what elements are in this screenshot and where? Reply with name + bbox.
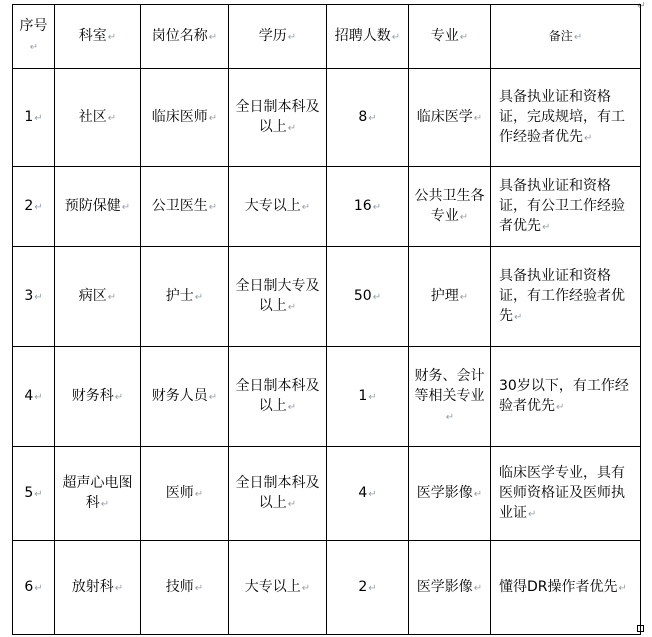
cell-dept: 病区↵ bbox=[55, 247, 141, 347]
header-position: 岗位名称↵ bbox=[141, 5, 229, 69]
cell-major: 公共卫生各专业↵ bbox=[409, 167, 491, 247]
cell-count: 2↵ bbox=[327, 541, 409, 635]
header-count: 招聘人数↵ bbox=[327, 5, 409, 69]
recruitment-table bbox=[12, 4, 641, 635]
table-row bbox=[13, 447, 641, 541]
table-row bbox=[13, 541, 641, 635]
table-row bbox=[13, 167, 641, 247]
header-row bbox=[13, 5, 641, 69]
header-education: 学历↵ bbox=[229, 5, 327, 69]
table-end-marker bbox=[637, 625, 644, 632]
header-note: 备注↵ bbox=[491, 5, 641, 69]
cell-position: 技师↵ bbox=[141, 541, 229, 635]
cell-major: 医学影像↵ bbox=[409, 541, 491, 635]
cell-end-mark: ↵ bbox=[636, 0, 646, 12]
cell-note: 懂得DR操作者优先↵ bbox=[491, 541, 641, 635]
cell-education: 全日制本科及以上↵ bbox=[229, 447, 327, 541]
cell-education: 大专以上↵ bbox=[229, 167, 327, 247]
cell-seq: 5↵ bbox=[13, 447, 55, 541]
cell-count: 1↵ bbox=[327, 347, 409, 447]
cell-dept: 超声心电图科↵ bbox=[55, 447, 141, 541]
cell-major: 医学影像↵ bbox=[409, 447, 491, 541]
header-dept: 科室↵ bbox=[55, 5, 141, 69]
cell-major: 护理↵ bbox=[409, 247, 491, 347]
cell-position: 护士↵ bbox=[141, 247, 229, 347]
cell-note: 具备执业证和资格证，完成规培，有工作经验者优先↵ bbox=[491, 69, 641, 167]
cell-position: 医师↵ bbox=[141, 447, 229, 541]
cell-seq: 3↵ bbox=[13, 247, 55, 347]
cell-major: 临床医学↵ bbox=[409, 69, 491, 167]
cell-dept: 放射科↵ bbox=[55, 541, 141, 635]
cell-note: 具备执业证和资格证，有工作经验者优先↵ bbox=[491, 247, 641, 347]
table-row bbox=[13, 69, 641, 167]
cell-position: 临床医师↵ bbox=[141, 69, 229, 167]
cell-dept: 社区↵ bbox=[55, 69, 141, 167]
cell-note: 具备执业证和资格证，有公卫工作经验者优先↵ bbox=[491, 167, 641, 247]
cell-count: 4↵ bbox=[327, 447, 409, 541]
cell-count: 16↵ bbox=[327, 167, 409, 247]
cell-count: 50↵ bbox=[327, 247, 409, 347]
cell-seq: 4↵ bbox=[13, 347, 55, 447]
cell-education: 大专以上↵ bbox=[229, 541, 327, 635]
cell-education: 全日制本科及以上↵ bbox=[229, 69, 327, 167]
cell-major: 财务、会计等相关专业↵ bbox=[409, 347, 491, 447]
cell-seq: 2↵ bbox=[13, 167, 55, 247]
cell-position: 财务人员↵ bbox=[141, 347, 229, 447]
cell-seq: 1↵ bbox=[13, 69, 55, 167]
cell-position: 公卫医生↵ bbox=[141, 167, 229, 247]
cell-education: 全日制本科及以上↵ bbox=[229, 347, 327, 447]
cell-note: 临床医学专业，具有医师资格证及医师执业证↵ bbox=[491, 447, 641, 541]
header-major: 专业↵ bbox=[409, 5, 491, 69]
cell-dept: 财务科↵ bbox=[55, 347, 141, 447]
cell-count: 8↵ bbox=[327, 69, 409, 167]
header-seq: 序号↵ bbox=[13, 5, 55, 69]
cell-seq: 6↵ bbox=[13, 541, 55, 635]
cell-note: 30岁以下，有工作经验者优先↵ bbox=[491, 347, 641, 447]
table-row bbox=[13, 247, 641, 347]
table-row bbox=[13, 347, 641, 447]
cell-dept: 预防保健↵ bbox=[55, 167, 141, 247]
cell-education: 全日制大专及以上↵ bbox=[229, 247, 327, 347]
